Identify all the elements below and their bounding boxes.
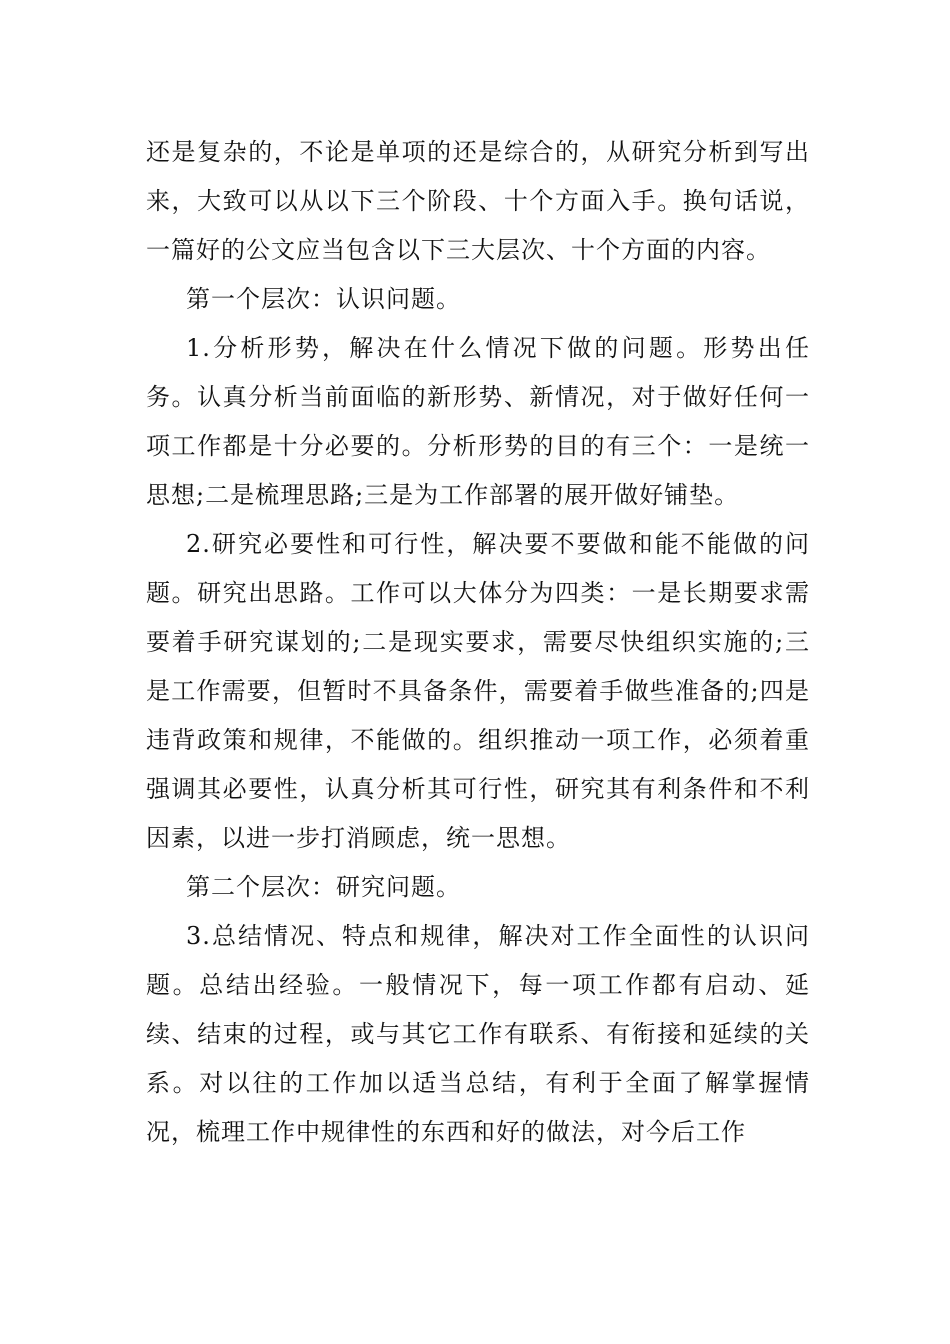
paragraph-intro: 还是复杂的，不论是单项的还是综合的，从研究分析到写出来，大致可以从以下三个阶段、十个方面入手。换句话说，一篇好的公文应当包含以下三大层次、十个方面的内容。	[146, 138, 810, 264]
paragraph-item-3: 3.总结情况、特点和规律，解决对工作全面性的认识问题。总结出经验。一般情况下，每一项工作都有启动、延续、结束的过程，或与其它工作有联系、有衔接和延续的关系。对以往的工作加以适当总结，有利于全面了解掌握情况，梳理工作中规律性的东西和好的做法，对今后工作	[146, 922, 810, 1146]
document-body	[146, 128, 810, 1157]
section-heading-2: 第二个层次：研究问题。	[186, 873, 461, 901]
section-heading-1: 第一个层次：认识问题。	[186, 285, 461, 313]
paragraph-item-1: 1.分析形势，解决在什么情况下做的问题。形势出任务。认真分析当前面临的新形势、新情况，对于做好任何一项工作都是十分必要的。分析形势的目的有三个：一是统一思想;二是梳理思路;三是为工作部署的展开做好铺垫。	[146, 334, 810, 509]
paragraph-item-2: 2.研究必要性和可行性，解决要不要做和能不能做的问题。研究出思路。工作可以大体分为四类：一是长期要求需要着手研究谋划的;二是现实要求，需要尽快组织实施的;三是工作需要，但暂时不具备条件，需要着手做些准备的;四是违背政策和规律，不能做的。组织推动一项工作，必须着重强调其必要性，认真分析其可行性，研究其有利条件和不利因素，以进一步打消顾虑，统一思想。	[146, 530, 810, 852]
